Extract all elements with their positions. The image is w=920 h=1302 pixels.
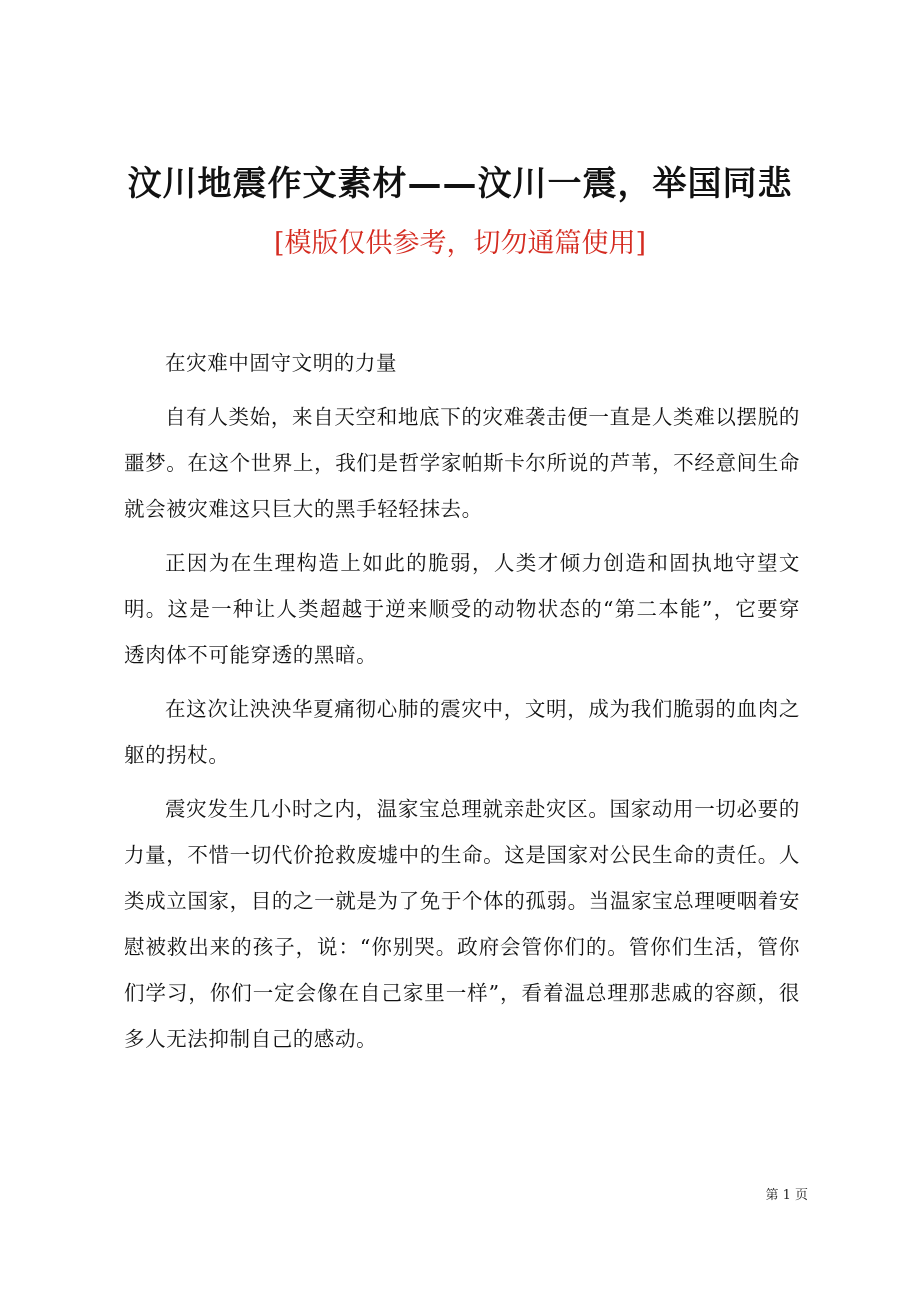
paragraph: 正因为在生理构造上如此的脆弱，人类才倾力创造和固执地守望文明。这是一种让人类超越于逆来顺受的动物状态的“第二本能”，它要穿透肉体不可能穿透的黑暗。 xyxy=(124,551,800,667)
paragraph: 在这次让泱泱华夏痛彻心肺的震灾中，文明，成为我们脆弱的血肉之躯的拐杖。 xyxy=(124,697,800,767)
page-number: 第 1 页 xyxy=(765,1188,808,1203)
paragraph: 自有人类始，来自天空和地底下的灾难袭击便一直是人类难以摆脱的噩梦。在这个世界上，我们是哲学家帕斯卡尔所说的芦苇，不经意间生命就会被灾难这只巨大的黑手轻轻抹去。 xyxy=(124,405,800,521)
paragraph-heading: 在灾难中固守文明的力量 xyxy=(165,351,398,375)
document-body xyxy=(124,340,800,1070)
document-subtitle: [模版仅供参考，切勿通篇使用] xyxy=(273,228,647,259)
paragraph: 震灾发生几小时之内，温家宝总理就亲赴灾区。国家动用一切必要的力量，不惜一切代价抢救废墟中的生命。这是国家对公民生命的责任。人类成立国家，目的之一就是为了免于个体的孤弱。当温家宝总理哽咽着安慰被救出来的孩子，说：“你别哭。政府会管你们的。管你们生活，管你们学习，你们一定会像在自己家里一样”，看着温总理那悲戚的容颜，很多人无法抑制自己的感动。 xyxy=(124,797,800,1051)
document-title: 汶川地震作文素材——汶川一震，举国同悲 xyxy=(127,164,793,204)
